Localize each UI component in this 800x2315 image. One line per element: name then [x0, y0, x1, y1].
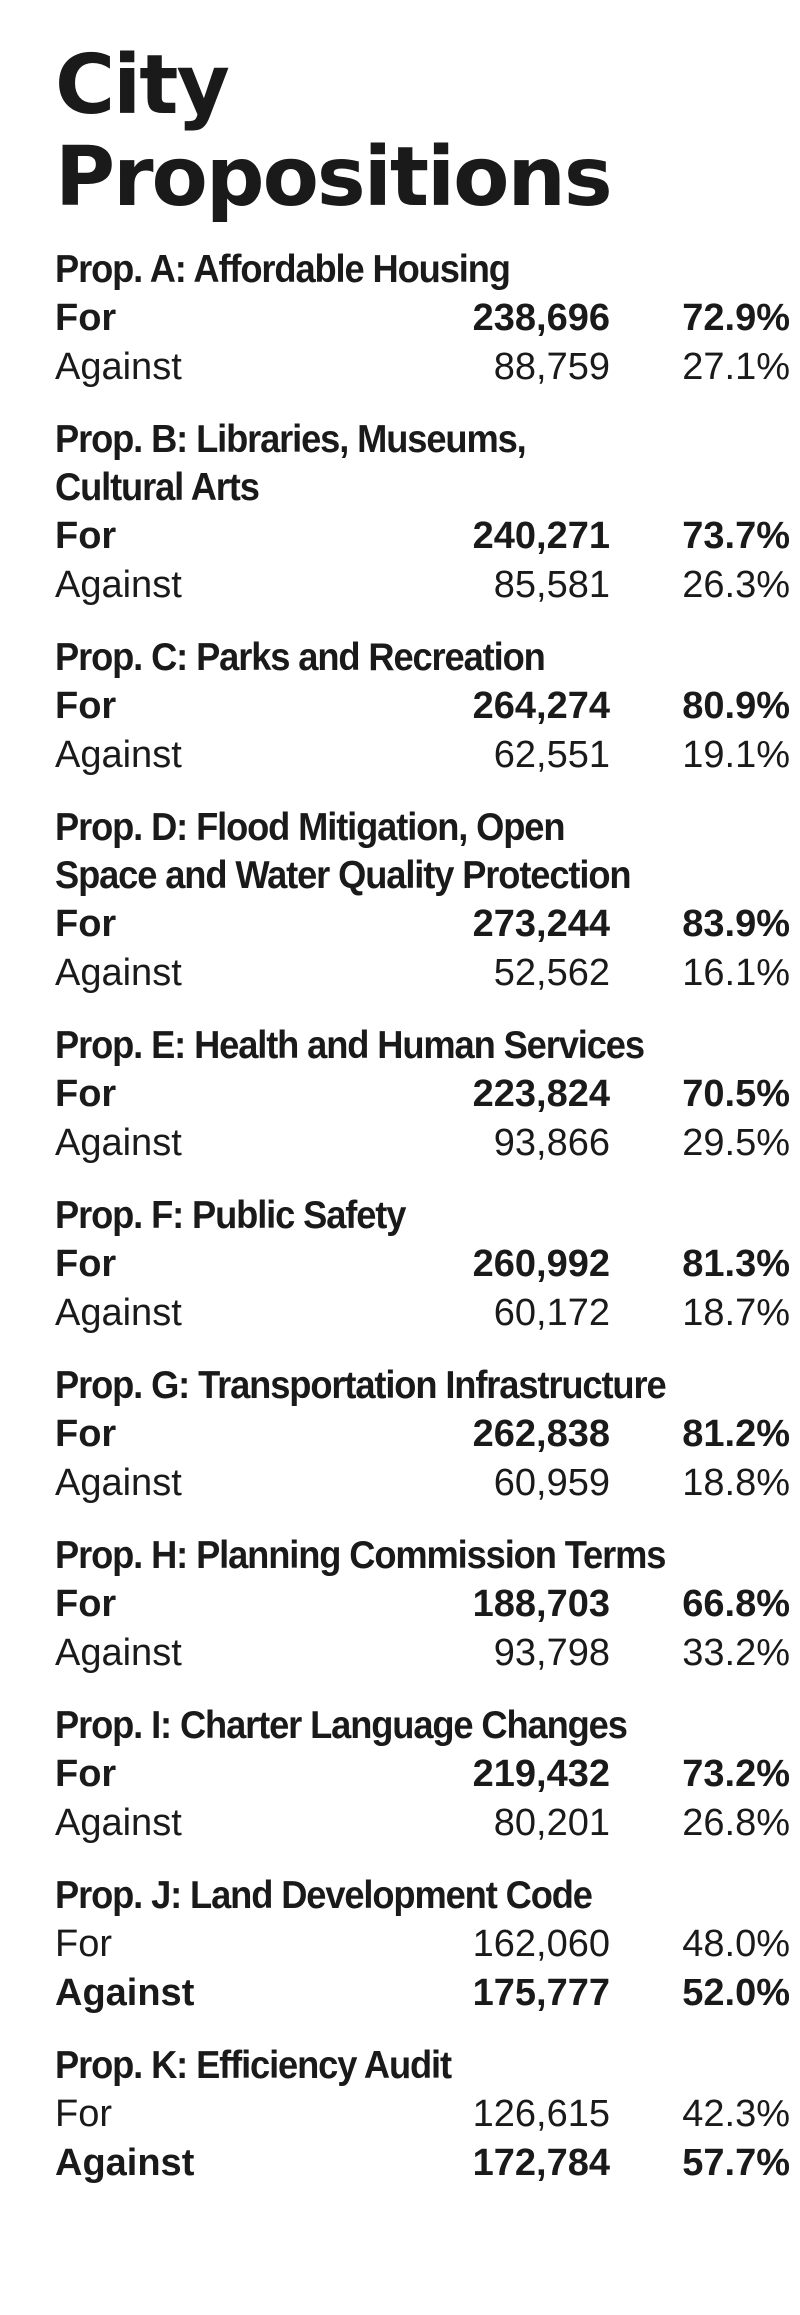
vote-count: 60,172	[493, 1292, 610, 1334]
proposition-title: Prop. I: Charter Language Changes	[55, 1704, 627, 1747]
vote-count: 60,959	[493, 1462, 610, 1504]
proposition-block	[55, 246, 790, 392]
proposition-title: Prop. B: Libraries, Museums,	[55, 418, 526, 461]
for-row	[55, 1920, 790, 1969]
vote-percent: 72.9%	[682, 297, 790, 339]
vote-label: Against	[55, 1802, 182, 1844]
vote-label: For	[55, 515, 117, 557]
vote-count: 93,798	[493, 1632, 610, 1674]
vote-count: 93,866	[493, 1122, 610, 1164]
vote-count: 162,060	[472, 1923, 610, 1965]
vote-percent: 42.3%	[682, 2093, 790, 2135]
vote-percent: 48.0%	[682, 1923, 790, 1965]
vote-percent: 29.5%	[682, 1122, 790, 1164]
propositions-list	[55, 246, 790, 2188]
proposition-block	[55, 634, 790, 780]
vote-count: 219,432	[472, 1753, 610, 1795]
vote-count: 80,201	[493, 1802, 610, 1844]
vote-label: For	[55, 297, 117, 339]
vote-count: 262,838	[472, 1413, 610, 1455]
vote-label: For	[55, 1073, 117, 1115]
for-row	[55, 1070, 790, 1119]
vote-label: Against	[55, 1972, 195, 2014]
proposition-title: Prop. F: Public Safety	[55, 1194, 406, 1237]
for-row	[55, 1750, 790, 1799]
vote-label: For	[55, 685, 117, 727]
vote-label: Against	[55, 346, 182, 388]
vote-percent: 18.7%	[682, 1292, 790, 1334]
vote-percent: 70.5%	[682, 1073, 790, 1115]
against-row	[55, 1119, 790, 1168]
vote-count: 52,562	[493, 952, 610, 994]
vote-count: 273,244	[472, 903, 610, 945]
proposition-title: Prop. C: Parks and Recreation	[55, 636, 545, 679]
vote-percent: 26.3%	[682, 564, 790, 606]
proposition-title: Space and Water Quality Protection	[55, 854, 631, 897]
vote-count: 223,824	[472, 1073, 610, 1115]
for-row	[55, 1580, 790, 1629]
vote-percent: 33.2%	[682, 1632, 790, 1674]
vote-label: For	[55, 1583, 117, 1625]
against-row	[55, 949, 790, 998]
vote-percent: 26.8%	[682, 1802, 790, 1844]
against-row	[55, 343, 790, 392]
vote-count: 240,271	[472, 515, 610, 557]
against-row	[55, 1799, 790, 1848]
vote-label: For	[55, 1413, 117, 1455]
vote-count: 175,777	[472, 1972, 610, 2014]
proposition-block	[55, 1702, 790, 1848]
proposition-block	[55, 804, 790, 998]
page-title-line: Propositions	[55, 130, 611, 225]
vote-percent: 80.9%	[682, 685, 790, 727]
vote-count: 188,703	[472, 1583, 610, 1625]
vote-percent: 18.8%	[682, 1462, 790, 1504]
vote-count: 260,992	[472, 1243, 610, 1285]
vote-count: 126,615	[472, 2093, 610, 2135]
vote-percent: 66.8%	[682, 1583, 790, 1625]
for-row	[55, 900, 790, 949]
proposition-title: Cultural Arts	[55, 466, 259, 509]
proposition-title: Prop. G: Transportation Infrastructure	[55, 1364, 666, 1407]
vote-label: Against	[55, 1632, 182, 1674]
for-row	[55, 682, 790, 731]
proposition-block	[55, 1022, 790, 1168]
proposition-title: Prop. D: Flood Mitigation, Open	[55, 806, 565, 849]
vote-label: Against	[55, 564, 182, 606]
vote-label: For	[55, 1243, 117, 1285]
proposition-block	[55, 416, 790, 610]
page-title-line: City	[55, 38, 228, 133]
against-row	[55, 731, 790, 780]
proposition-title: Prop. J: Land Development Code	[55, 1874, 592, 1917]
for-row	[55, 1410, 790, 1459]
proposition-block	[55, 1532, 790, 1678]
vote-label: Against	[55, 1462, 182, 1504]
proposition-title: Prop. E: Health and Human Services	[55, 1024, 644, 1067]
vote-label: For	[55, 2093, 112, 2135]
proposition-block	[55, 1872, 790, 2018]
proposition-title: Prop. K: Efficiency Audit	[55, 2044, 451, 2087]
against-row	[55, 1459, 790, 1508]
vote-percent: 73.2%	[682, 1753, 790, 1795]
vote-label: Against	[55, 2142, 195, 2184]
vote-count: 172,784	[472, 2142, 610, 2184]
results-page	[55, 38, 790, 2212]
vote-label: Against	[55, 952, 182, 994]
for-row	[55, 294, 790, 343]
vote-label: For	[55, 1753, 117, 1795]
vote-count: 238,696	[472, 297, 610, 339]
for-row	[55, 2090, 790, 2139]
proposition-block	[55, 2042, 790, 2188]
for-row	[55, 1240, 790, 1289]
vote-label: Against	[55, 1122, 182, 1164]
vote-label: Against	[55, 1292, 182, 1334]
against-row	[55, 1289, 790, 1338]
vote-percent: 81.3%	[682, 1243, 790, 1285]
vote-count: 264,274	[472, 685, 610, 727]
page-title	[55, 40, 745, 224]
against-row	[55, 561, 790, 610]
vote-percent: 16.1%	[682, 952, 790, 994]
vote-label: For	[55, 903, 117, 945]
vote-count: 85,581	[493, 564, 610, 606]
vote-count: 62,551	[493, 734, 610, 776]
vote-percent: 57.7%	[682, 2142, 790, 2184]
vote-label: Against	[55, 734, 182, 776]
proposition-block	[55, 1362, 790, 1508]
against-row	[55, 1629, 790, 1678]
vote-percent: 27.1%	[682, 346, 790, 388]
against-row	[55, 1969, 790, 2018]
for-row	[55, 512, 790, 561]
proposition-title: Prop. A: Affordable Housing	[55, 248, 510, 291]
vote-percent: 83.9%	[682, 903, 790, 945]
proposition-block	[55, 1192, 790, 1338]
vote-percent: 52.0%	[682, 1972, 790, 2014]
proposition-title: Prop. H: Planning Commission Terms	[55, 1534, 666, 1577]
vote-label: For	[55, 1923, 112, 1965]
vote-percent: 81.2%	[682, 1413, 790, 1455]
against-row	[55, 2139, 790, 2188]
vote-percent: 19.1%	[682, 734, 790, 776]
vote-percent: 73.7%	[682, 515, 790, 557]
vote-count: 88,759	[493, 346, 610, 388]
